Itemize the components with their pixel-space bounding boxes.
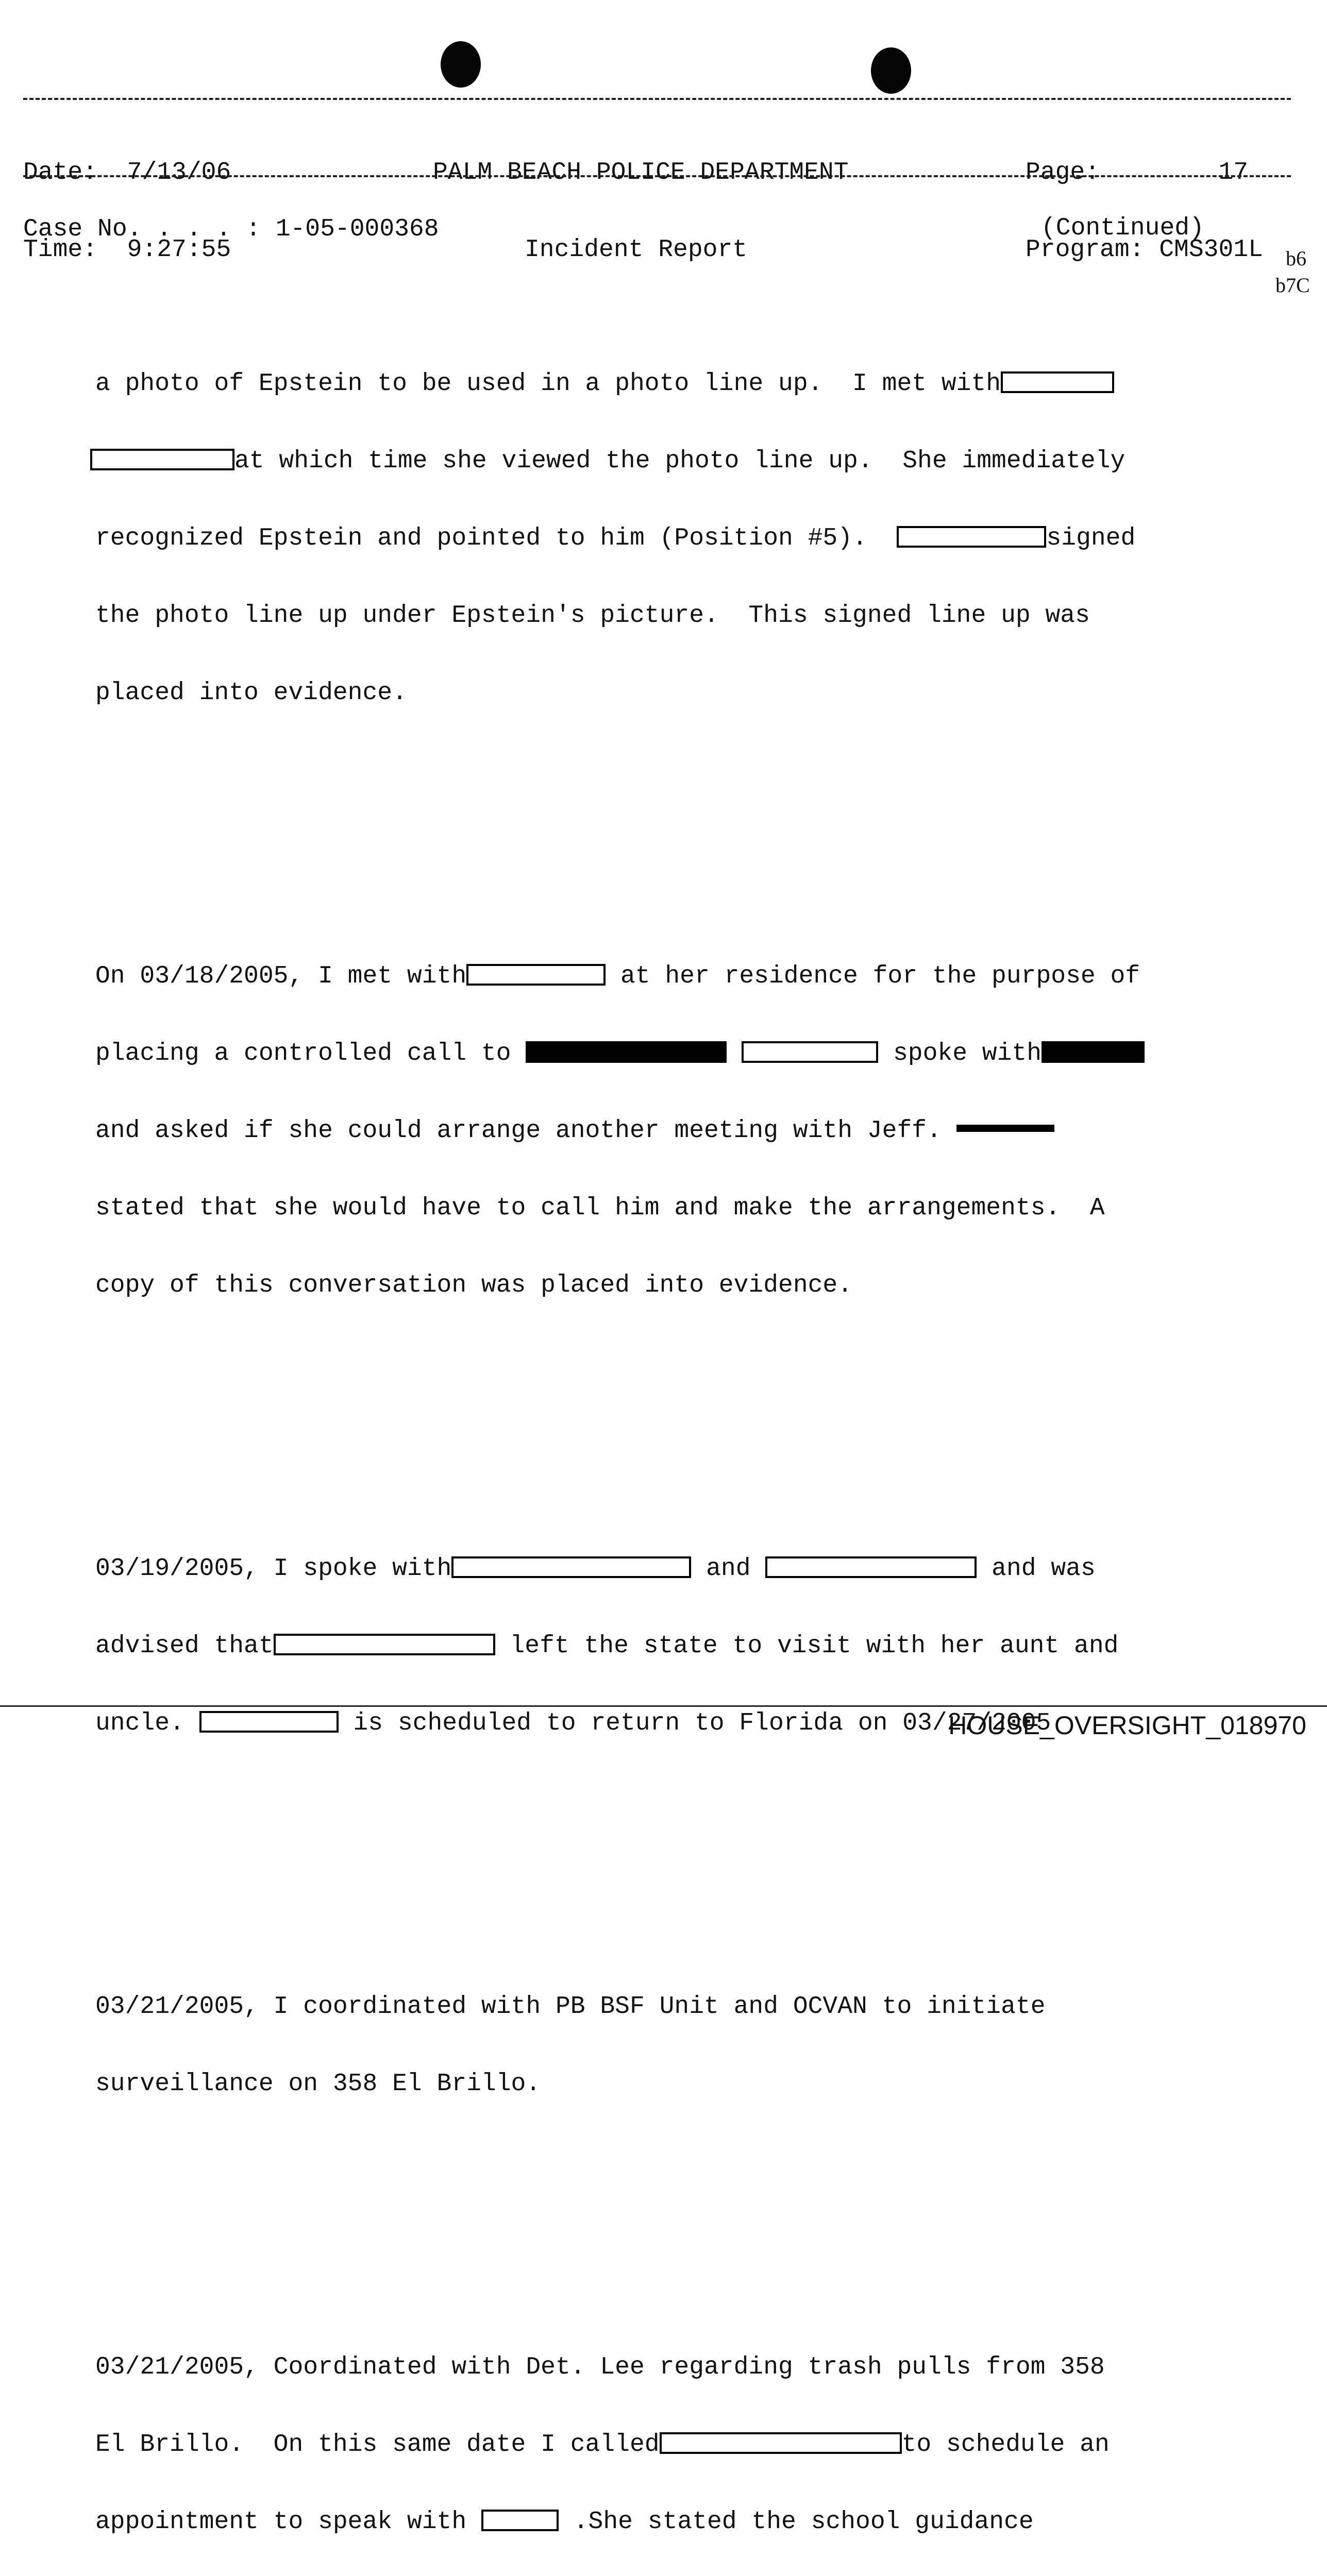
report-type: Incident Report <box>525 236 748 264</box>
text-line: .She stated the school guidance <box>573 2508 1034 2536</box>
text-line: and was <box>992 1555 1096 1583</box>
case-label: Case No. . . . : <box>23 215 261 243</box>
redaction-box <box>274 1634 495 1655</box>
page-number: 17 <box>1218 159 1249 187</box>
redaction-box <box>660 2432 902 2454</box>
continued-label: (Continued) <box>1041 214 1204 242</box>
bates-number: HOUSE_OVERSIGHT_018970 <box>948 1711 1306 1740</box>
text-line: copy of this conversation was placed into evidence. <box>95 1272 853 1299</box>
paragraph-2 <box>95 912 1229 1350</box>
paragraph-3 <box>95 1504 1229 1788</box>
date-label: Date: <box>23 159 98 187</box>
text-line: On 03/18/2005, I met with <box>95 962 467 990</box>
punch-hole-right <box>871 47 911 94</box>
text-line: and asked if she could arrange another meeting with Jeff. <box>95 1117 942 1145</box>
text-line: to schedule an <box>901 2431 1110 2459</box>
text-line: a photo of Epstein to be used in a photo line up. I met with <box>95 370 1001 398</box>
text-line: appointment to speak with <box>95 2508 467 2536</box>
text-line: signed <box>1046 524 1136 552</box>
text-line: 03/21/2005, I coordinated with PB BSF Unit and OCVAN to initiate <box>95 1993 1046 2021</box>
header-top-rule <box>23 98 1291 100</box>
text-line: surveillance on 358 El Brillo. <box>95 2070 541 2098</box>
case-number: 1-05-000368 <box>275 215 439 243</box>
time-value: 9:27:55 <box>127 236 231 264</box>
footer-rule <box>0 1705 1327 1707</box>
exemption-code-b6: b6 <box>1286 247 1306 270</box>
time-label: Time: <box>23 236 98 264</box>
text-line: and <box>706 1555 751 1583</box>
redaction-box <box>481 2510 559 2531</box>
paragraph-1 <box>95 319 1229 757</box>
text-line: advised that <box>95 1632 274 1660</box>
text-line: left the state to visit with her aunt and <box>510 1632 1119 1660</box>
text-line: El Brillo. On this same date I called <box>95 2431 660 2459</box>
text-line: at her residence for the purpose of <box>620 962 1140 990</box>
department-name: PALM BEACH POLICE DEPARTMENT <box>433 159 849 187</box>
redaction-box <box>199 1711 339 1733</box>
text-line: placing a controlled call to <box>95 1040 511 1067</box>
program-label: Program: <box>1026 236 1145 264</box>
redaction-box <box>742 1041 878 1063</box>
punch-hole-left <box>441 41 481 88</box>
date-value: 7/13/06 <box>127 159 231 187</box>
text-line: at which time she viewed the photo line up. She immediately <box>234 447 1126 475</box>
text-line: the photo line up under Epstein's picture. This signed line up was <box>95 602 1090 630</box>
report-body <box>95 242 1229 2576</box>
paragraph-4 <box>95 1942 1229 2148</box>
text-line: uncle. <box>95 1709 184 1737</box>
text-line: recognized Epstein and pointed to him (Position #5). <box>95 524 867 552</box>
exemption-code-b7c: b7C <box>1275 274 1310 297</box>
page-label: Page: <box>1026 159 1100 187</box>
paragraph-5 <box>95 2303 1229 2576</box>
text-line: stated that she would have to call him and make the arrangements. A <box>95 1194 1105 1222</box>
redaction-box <box>1001 371 1114 393</box>
header-bottom-rule <box>23 175 1291 177</box>
redaction-box <box>451 1556 691 1578</box>
case-number-line <box>23 216 439 242</box>
redaction-box <box>897 526 1046 548</box>
text-line: spoke with <box>893 1040 1042 1067</box>
redaction-box <box>765 1556 977 1578</box>
redaction-bar <box>526 1041 727 1063</box>
text-line: 03/19/2005, I spoke with <box>95 1555 452 1583</box>
text-line: 03/21/2005, Coordinated with Det. Lee regarding trash pulls from 358 <box>95 2353 1105 2381</box>
redaction-box <box>466 964 606 986</box>
redaction-box <box>90 449 234 470</box>
text-line: is scheduled to return to Florida on 03/27/2005 <box>353 1709 1051 1737</box>
redaction-bar <box>956 1125 1054 1132</box>
program-code: CMS301L <box>1159 236 1263 264</box>
redaction-bar <box>1042 1041 1145 1063</box>
text-line: placed into evidence. <box>95 679 407 707</box>
